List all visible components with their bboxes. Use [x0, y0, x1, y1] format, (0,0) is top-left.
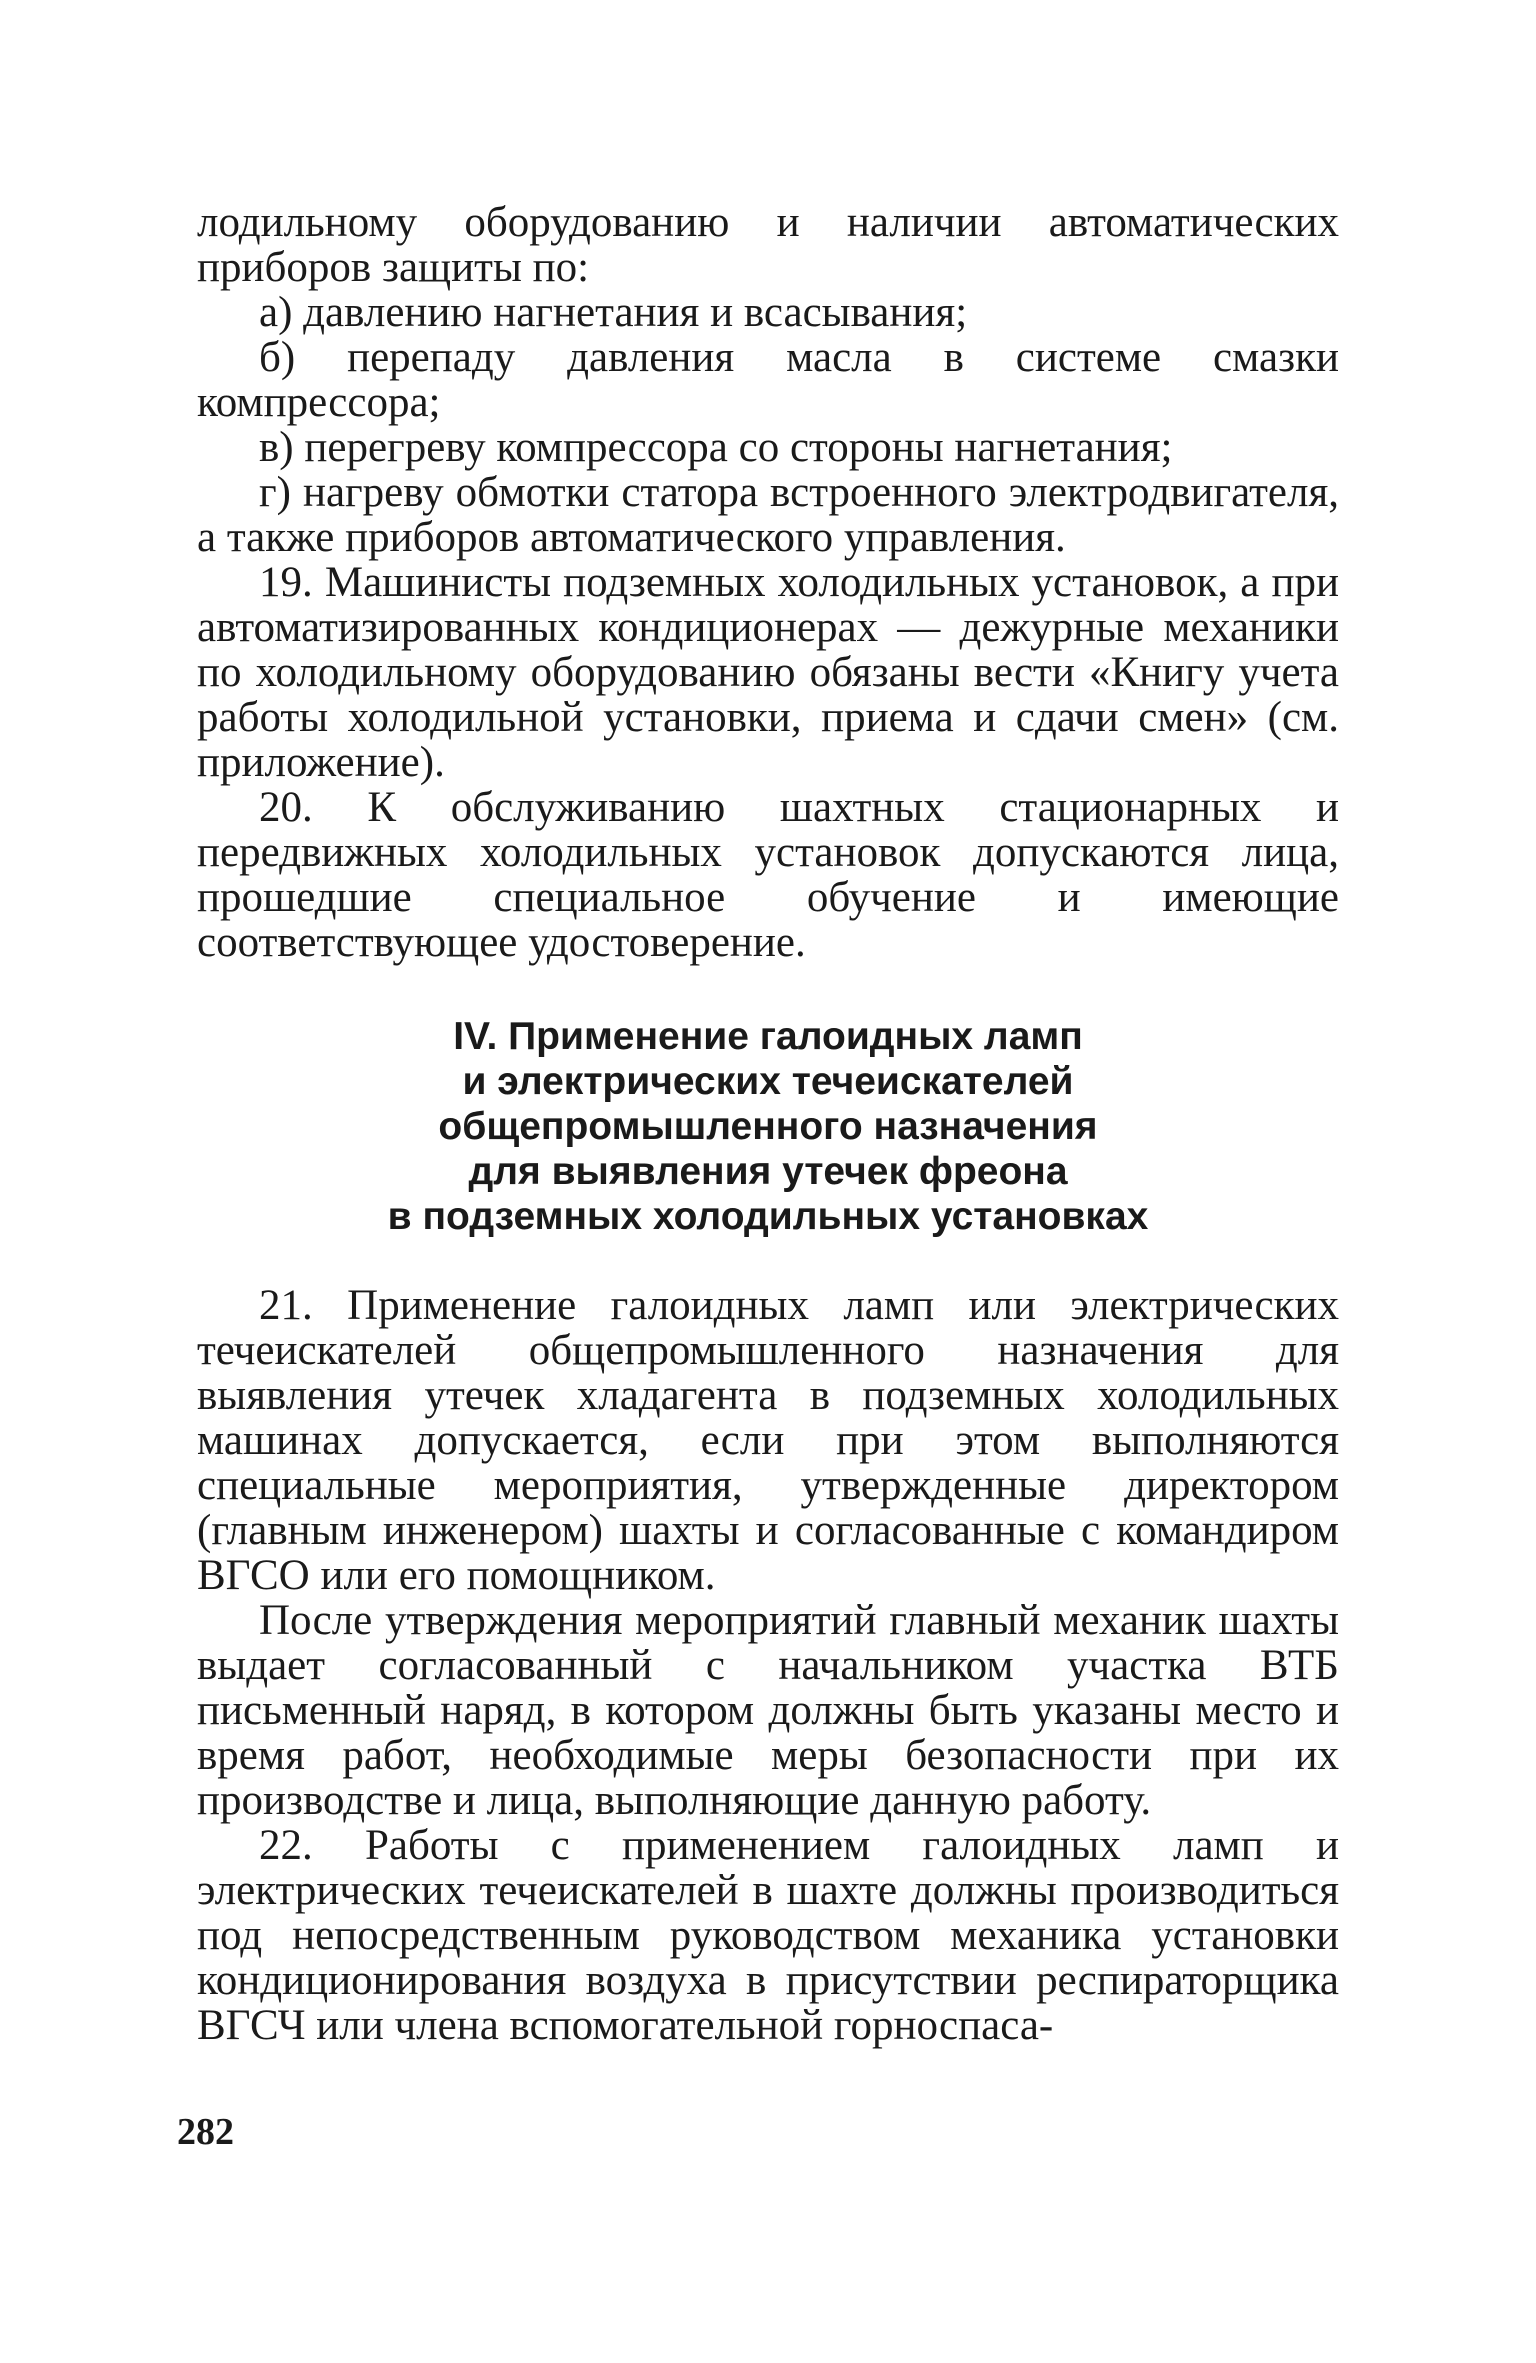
heading-line: в подземных холодильных установках — [387, 1195, 1149, 1238]
paragraph-20: 20. К обслуживанию шахтных стационарных и передвижных холодильных установок допускаются лица, прошедшие специальное обучение и имеющие соответствующее удостоверение. — [197, 784, 1339, 966]
paragraph-19: 19. Машинисты подземных холодильных установок, а при автоматизированных кондиционерах — дежурные механики по холодильному оборудованию обязаны вести «Книгу учета работы холодильной установки, приема и сдачи смен» (см. приложение). — [197, 559, 1339, 786]
paragraph-22: 22. Работы с применением галоидных ламп и электрических течеискателей в шахте должны производиться под непосредственным руководством механика установки кондиционирования воздуха в присутствии респираторщика ВГСЧ или члена вспомогательной горноспаса- — [197, 1822, 1339, 2049]
heading-line: для выявления утечек фреона — [468, 1150, 1068, 1193]
list-item-b: б) перепаду давления масла в системе смазки компрессора; — [197, 334, 1339, 426]
paragraph-21: 21. Применение галоидных ламп или электрических течеискателей общепромышленного назначения для выявления утечек хладагента в подземных холодильных машинах допускается, если при этом выполняются специальные мероприятия, утвержденные директором (главным инженером) шахты и согласованные с командиром ВГСО или его помощником. — [197, 1282, 1339, 1599]
list-item-v: в) перегреву компрессора со стороны нагнетания; — [259, 424, 1173, 471]
heading-line: и электрических течеискателей — [462, 1060, 1074, 1103]
list-item-g: г) нагреву обмотки статора встроенного электродвигателя, а также приборов автоматического управления. — [197, 469, 1339, 561]
paragraph-21-continued: После утверждения мероприятий главный механик шахты выдает согласованный с начальником участка ВТБ письменный наряд, в котором должны быть указаны место и время работ, необходимые меры безопасности при их производстве и лица, выполняющие данную работу. — [197, 1597, 1339, 1824]
paragraph-continuation: лодильному оборудованию и наличии автоматических приборов защиты по: — [197, 199, 1339, 291]
text-block-bottom — [197, 1283, 1339, 2048]
list-item-a: а) давлению нагнетания и всасывания; — [259, 289, 968, 336]
section-heading — [197, 1014, 1339, 1239]
text-block-top — [197, 200, 1339, 965]
page-number: 282 — [177, 2111, 234, 2153]
heading-line: общепромышленного назначения — [438, 1105, 1098, 1148]
heading-line: IV. Применение галоидных ламп — [453, 1015, 1083, 1058]
